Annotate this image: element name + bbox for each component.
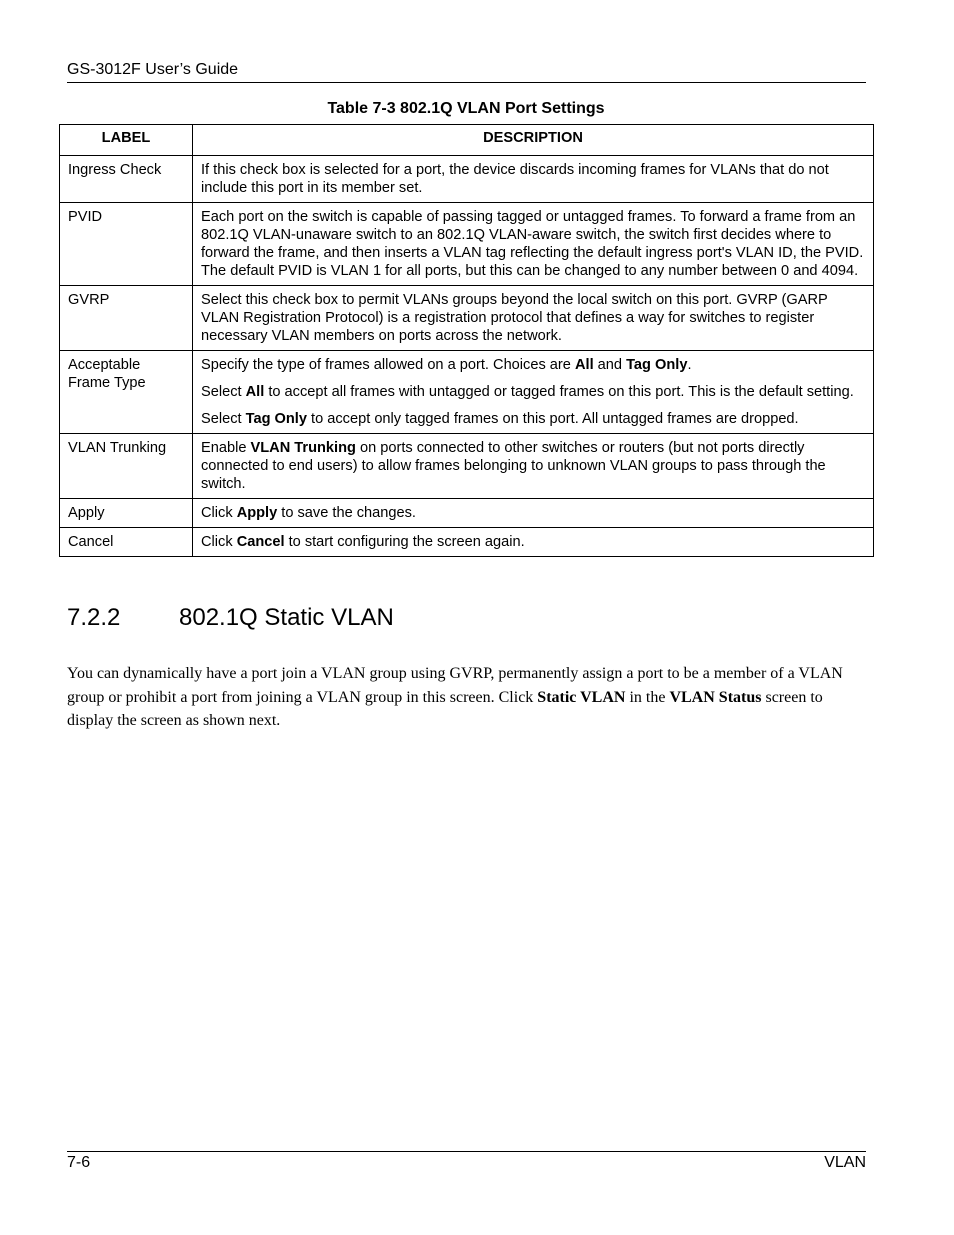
description-paragraph bbox=[201, 356, 865, 374]
description-paragraph bbox=[201, 533, 865, 551]
column-header-label: LABEL bbox=[60, 125, 193, 156]
table-body bbox=[60, 156, 874, 557]
setting-label: GVRP bbox=[60, 286, 193, 351]
table-row bbox=[60, 156, 874, 203]
description-paragraph bbox=[201, 410, 865, 428]
text-run: Click bbox=[201, 505, 237, 521]
section-number: 7.2.2 bbox=[67, 604, 121, 631]
text-run: Select bbox=[201, 411, 246, 427]
text-run: to save the changes. bbox=[277, 505, 416, 521]
setting-label: Apply bbox=[60, 499, 193, 528]
text-run: Enable bbox=[201, 440, 251, 456]
text-run: on ports connected to other switches or routers (but not ports directly connected to end users) to allow frames belonging to unknown VLAN groups to pass through the switch. bbox=[201, 440, 826, 492]
table-caption: Table 7-3 802.1Q VLAN Port Settings bbox=[327, 100, 605, 117]
page-number: 7-6 bbox=[67, 1154, 91, 1171]
text-run: You can dynamically have a port join a VLAN group using GVRP, permanently assign a port to be a member of a VLAN group or prohibit a port from joining a VLAN group in this screen. Click bbox=[67, 665, 843, 706]
chapter-name: VLAN bbox=[824, 1154, 866, 1171]
text-run: in the bbox=[625, 688, 670, 706]
table-row bbox=[60, 499, 874, 528]
table-row bbox=[60, 434, 874, 499]
setting-description bbox=[193, 528, 874, 557]
bold-term: All bbox=[574, 357, 594, 373]
bold-term: Tag Only bbox=[245, 411, 307, 427]
text-run: Specify the type of frames allowed on a port. Choices are bbox=[201, 357, 575, 373]
page-footer bbox=[67, 1151, 866, 1176]
setting-description bbox=[193, 286, 874, 351]
table-row bbox=[60, 351, 874, 434]
page-header bbox=[67, 60, 866, 83]
bold-term: Static VLAN bbox=[537, 688, 626, 706]
setting-description bbox=[193, 351, 874, 434]
table-row bbox=[60, 528, 874, 557]
setting-description bbox=[193, 499, 874, 528]
setting-description bbox=[193, 203, 874, 286]
description-paragraph bbox=[201, 504, 865, 522]
description-paragraph bbox=[201, 439, 865, 493]
text-run: . bbox=[687, 357, 692, 373]
setting-label: Cancel bbox=[60, 528, 193, 557]
column-header-description: DESCRIPTION bbox=[193, 125, 874, 156]
bold-term: Cancel bbox=[236, 534, 285, 550]
text-run: Select this check box to permit VLANs groups beyond the local switch on this port. GVRP (GARP VLAN Registration Protocol) is a registration protocol that defines a way for switches to register necessary VLAN members on ports across the network. bbox=[201, 292, 828, 344]
table-row bbox=[60, 286, 874, 351]
bold-term: VLAN Trunking bbox=[250, 440, 356, 456]
description-paragraph bbox=[201, 161, 865, 197]
document-title: GS-3012F User’s Guide bbox=[67, 61, 239, 78]
description-paragraph bbox=[201, 291, 865, 345]
table-header-row bbox=[60, 125, 874, 156]
text-run: and bbox=[593, 357, 627, 373]
bold-term: Apply bbox=[236, 505, 278, 521]
text-run: to accept all frames with untagged or tagged frames on this port. This is the default setting. bbox=[264, 384, 854, 400]
setting-description bbox=[193, 156, 874, 203]
body-paragraph bbox=[67, 662, 867, 733]
table-row bbox=[60, 203, 874, 286]
setting-label: PVID bbox=[60, 203, 193, 286]
section-title: 802.1Q Static VLAN bbox=[179, 604, 394, 631]
text-run: Select bbox=[201, 384, 246, 400]
text-run: to accept only tagged frames on this port. All untagged frames are dropped. bbox=[306, 411, 799, 427]
text-run: screen to display the screen as shown next. bbox=[67, 688, 823, 729]
text-run: to start configuring the screen again. bbox=[284, 534, 525, 550]
text-run: Each port on the switch is capable of passing tagged or untagged frames. To forward a frame from an 802.1Q VLAN-unaware switch to an 802.1Q VLAN-aware switch, the switch first decides where to forward the frame, and then inserts a VLAN tag reflecting the default ingress port's VLAN ID, the PVID. The default PVID is VLAN 1 for all ports, but this can be changed to any number between 0 and 4094. bbox=[201, 209, 864, 279]
setting-description bbox=[193, 434, 874, 499]
setting-label: Acceptable Frame Type bbox=[60, 351, 193, 434]
setting-label: Ingress Check bbox=[60, 156, 193, 203]
text-run: If this check box is selected for a port, the device discards incoming frames for VLANs that do not include this port in its member set. bbox=[201, 162, 829, 196]
bold-term: VLAN Status bbox=[669, 688, 762, 706]
description-paragraph bbox=[201, 383, 865, 401]
bold-term: Tag Only bbox=[626, 357, 688, 373]
setting-label: VLAN Trunking bbox=[60, 434, 193, 499]
bold-term: All bbox=[245, 384, 265, 400]
text-run: Click bbox=[201, 534, 237, 550]
port-settings-table bbox=[59, 124, 874, 557]
description-paragraph bbox=[201, 208, 865, 280]
